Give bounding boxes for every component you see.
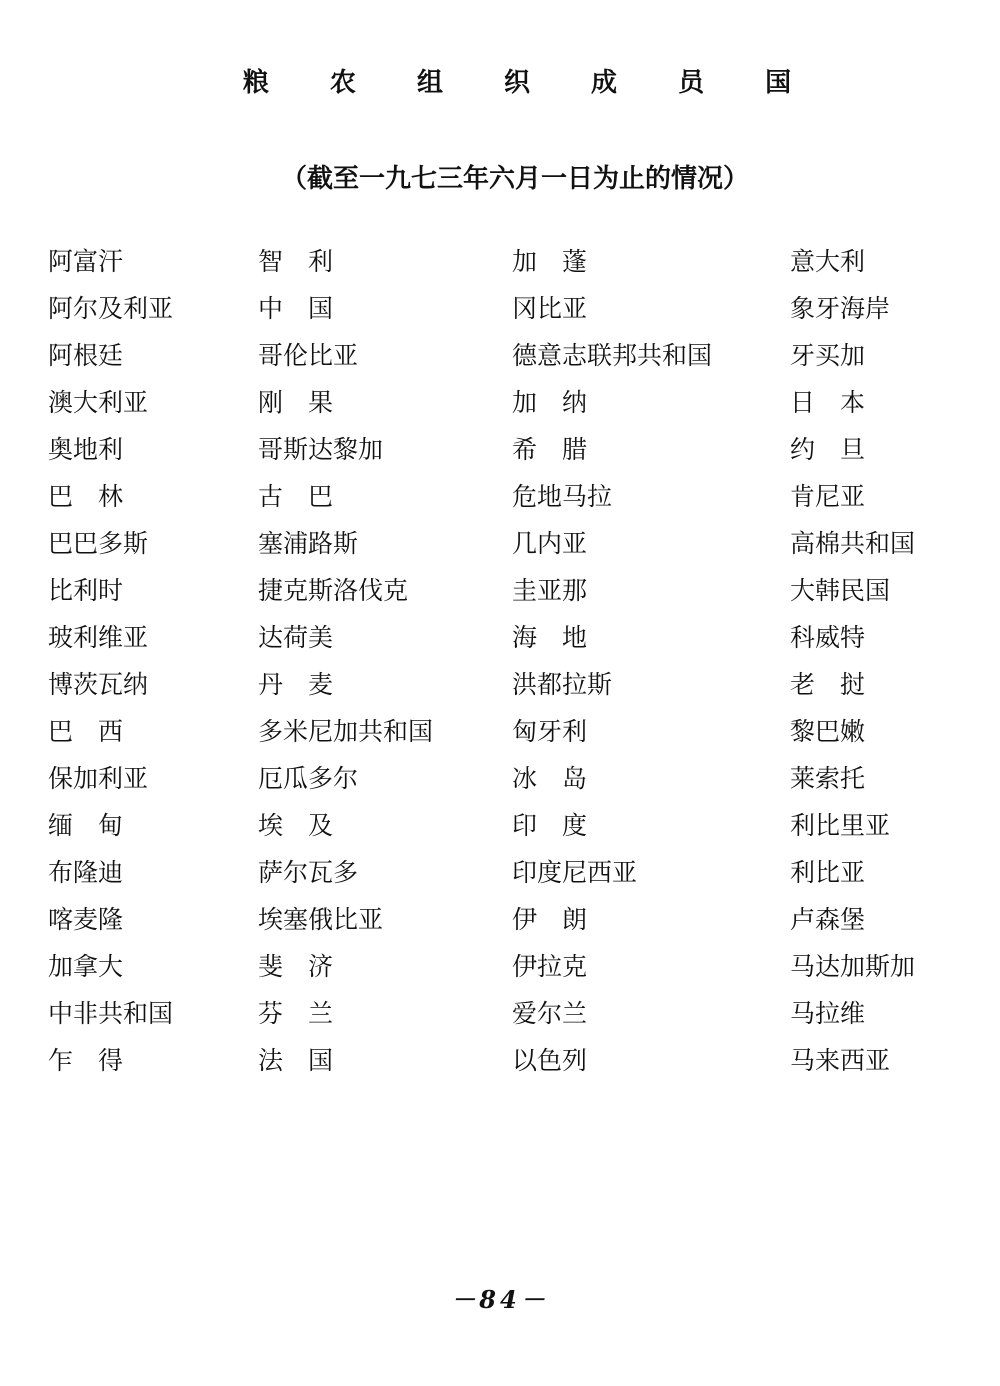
country-name: 古 巴 [258,482,334,511]
country-name: 刚 果 [258,388,334,417]
country-name: 巴 林 [48,482,124,511]
country-name: 加 蓬 [512,247,588,276]
country-name: 大韩民国 [790,576,891,605]
country-name: 达荷美 [258,623,334,652]
page-title: 粮 农 组 织 成 员 国 [242,68,818,98]
country-name: 伊 朗 [512,905,588,934]
country-name: 以色列 [512,1046,588,1075]
country-name: 多米尼加共和国 [258,717,434,746]
country-name: 日 本 [790,388,866,417]
country-name: 圭亚那 [512,576,588,605]
country-name: 科威特 [790,623,866,652]
country-name: 约 旦 [790,435,866,464]
country-name: 智 利 [258,247,334,276]
country-name: 马来西亚 [790,1046,891,1075]
country-name: 博茨瓦纳 [48,670,149,699]
country-name: 布隆迪 [48,858,124,887]
country-name: 乍 得 [48,1046,124,1075]
country-name: 爱尔兰 [512,999,588,1028]
country-name: 洪都拉斯 [512,670,613,699]
country-column-2 [258,238,433,1084]
country-name: 黎巴嫩 [790,717,866,746]
country-name: 塞浦路斯 [258,529,359,558]
country-name: 利比亚 [790,858,866,887]
country-name: 伊拉克 [512,952,588,981]
country-name: 澳大利亚 [48,388,149,417]
country-name: 比利时 [48,576,124,605]
country-name: 喀麦隆 [48,905,124,934]
country-column-1 [48,238,173,1084]
country-name: 丹 麦 [258,670,334,699]
country-name: 哥伦比亚 [258,341,359,370]
country-name: 希 腊 [512,435,588,464]
country-name: 法 国 [258,1046,334,1075]
country-name: 巴 西 [48,717,124,746]
country-name: 中 国 [258,294,334,323]
country-name: 芬 兰 [258,999,334,1028]
country-name: 莱索托 [790,764,866,793]
country-name: 阿尔及利亚 [48,294,174,323]
country-name: 埃塞俄比亚 [258,905,384,934]
country-column-4 [790,238,915,1084]
country-name: 牙买加 [790,341,866,370]
country-name: 保加利亚 [48,764,149,793]
country-name: 印 度 [512,811,588,840]
country-name: 加 纳 [512,388,588,417]
country-name: 阿根廷 [48,341,124,370]
country-name: 斐 济 [258,952,334,981]
country-name: 捷克斯洛伐克 [258,576,409,605]
page-subtitle: （截至一九七三年六月一日为止的情况） [280,164,749,194]
country-name: 阿富汗 [48,247,124,276]
country-name: 海 地 [512,623,588,652]
country-name: 厄瓜多尔 [258,764,359,793]
country-name: 老 挝 [790,670,866,699]
country-name: 匈牙利 [512,717,588,746]
country-name: 利比里亚 [790,811,891,840]
country-name: 中非共和国 [48,999,174,1028]
country-name: 危地马拉 [512,482,613,511]
country-name: 冈比亚 [512,294,588,323]
country-name: 几内亚 [512,529,588,558]
country-name: 马拉维 [790,999,866,1028]
country-name: 哥斯达黎加 [258,435,384,464]
country-column-3 [512,238,712,1084]
country-name: 缅 甸 [48,811,124,840]
page-number: －84－ [451,1285,549,1314]
country-name: 印度尼西亚 [512,858,638,887]
country-name: 象牙海岸 [790,294,891,323]
country-name: 玻利维亚 [48,623,149,652]
country-name: 德意志联邦共和国 [512,341,713,370]
country-name: 意大利 [790,247,866,276]
country-name: 肯尼亚 [790,482,866,511]
country-name: 卢森堡 [790,905,866,934]
country-name: 冰 岛 [512,764,588,793]
country-name: 加拿大 [48,952,124,981]
country-name: 埃 及 [258,811,334,840]
country-name: 萨尔瓦多 [258,858,359,887]
country-name: 奥地利 [48,435,124,464]
country-name: 马达加斯加 [790,952,916,981]
country-name: 高棉共和国 [790,529,916,558]
country-name: 巴巴多斯 [48,529,149,558]
